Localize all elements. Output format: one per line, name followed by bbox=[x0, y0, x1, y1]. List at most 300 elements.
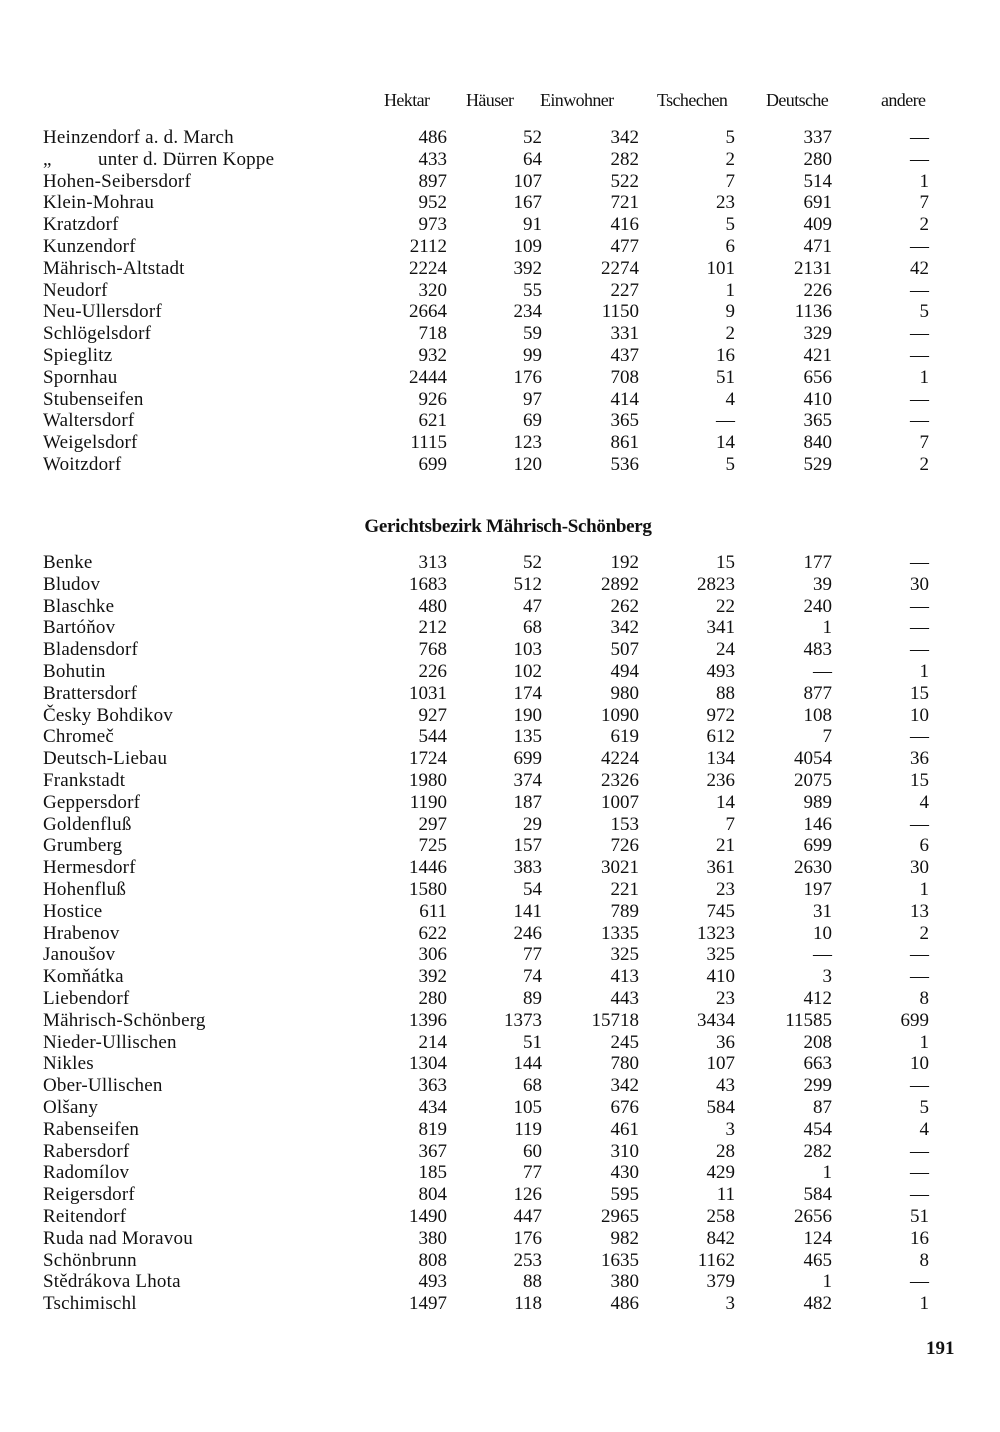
cell-tschechen: 15 bbox=[716, 552, 735, 573]
cell-haeuser: 253 bbox=[513, 1249, 542, 1271]
cell-deutsche: 226 bbox=[803, 279, 832, 301]
cell-andere: 8 bbox=[919, 1249, 929, 1271]
cell-haeuser: 447 bbox=[513, 1205, 542, 1227]
cell-einwohner: 486 bbox=[610, 1293, 639, 1315]
cell-tschechen: 3434 bbox=[697, 1009, 735, 1031]
cell-deutsche: 146 bbox=[803, 813, 832, 835]
table-row bbox=[43, 1206, 929, 1228]
cell-einwohner: 4224 bbox=[601, 748, 639, 770]
cell-deutsche: 1 bbox=[822, 1162, 832, 1184]
cell-andere: 15 bbox=[910, 682, 929, 704]
cell-haeuser: 60 bbox=[523, 1140, 542, 1162]
cell-einwohner: 861 bbox=[610, 432, 639, 454]
cell-einwohner: 342 bbox=[610, 1075, 639, 1097]
table-row bbox=[43, 726, 929, 748]
municipality-name: Rabenseifen bbox=[43, 1118, 140, 1140]
cell-tschechen: 2823 bbox=[697, 573, 735, 595]
municipality-name: Kratzdorf bbox=[43, 214, 119, 236]
municipality-name: Hohenfluß bbox=[43, 878, 127, 900]
cell-hektar: 622 bbox=[418, 922, 447, 944]
table-row bbox=[43, 258, 929, 280]
table-row bbox=[43, 127, 929, 149]
cell-haeuser: 141 bbox=[513, 900, 542, 922]
table-row bbox=[43, 770, 929, 792]
cell-deutsche: 465 bbox=[803, 1249, 832, 1271]
table-row bbox=[43, 410, 929, 432]
cell-andere: — bbox=[910, 388, 929, 410]
cell-deutsche: 11585 bbox=[785, 1009, 832, 1031]
cell-deutsche: 412 bbox=[803, 987, 832, 1009]
cell-einwohner: 192 bbox=[610, 552, 639, 573]
cell-hektar: 611 bbox=[419, 900, 447, 922]
section-title: Gerichtsbezirk Mährisch-Schönberg bbox=[364, 516, 652, 537]
cell-deutsche: 329 bbox=[803, 323, 832, 345]
cell-einwohner: 416 bbox=[610, 214, 639, 236]
cell-tschechen: 24 bbox=[716, 639, 735, 661]
cell-einwohner: 721 bbox=[610, 192, 639, 214]
cell-einwohner: 982 bbox=[610, 1227, 639, 1249]
table-row bbox=[43, 879, 929, 901]
cell-hektar: 212 bbox=[418, 617, 447, 639]
table-row bbox=[43, 944, 929, 966]
cell-andere: — bbox=[910, 279, 929, 301]
municipality-table-section1 bbox=[43, 127, 929, 476]
cell-andere: 51 bbox=[910, 1205, 929, 1227]
cell-andere: 10 bbox=[910, 704, 929, 726]
municipality-name: Brattersdorf bbox=[43, 682, 138, 704]
table-row bbox=[43, 389, 929, 411]
cell-andere: — bbox=[910, 1271, 929, 1293]
cell-andere: — bbox=[910, 235, 929, 257]
table-row bbox=[43, 596, 929, 618]
municipality-name: Hohen-Seibersdorf bbox=[43, 170, 191, 192]
cell-hektar: 185 bbox=[418, 1162, 447, 1184]
cell-einwohner: 282 bbox=[610, 148, 639, 170]
cell-deutsche: 877 bbox=[803, 682, 832, 704]
cell-haeuser: 107 bbox=[513, 170, 542, 192]
cell-haeuser: 89 bbox=[523, 987, 542, 1009]
municipality-name: Stědrákova Lhota bbox=[43, 1271, 181, 1293]
cell-tschechen: 14 bbox=[716, 791, 735, 813]
municipality-name: Chromeč bbox=[43, 726, 115, 748]
cell-tschechen: 1323 bbox=[697, 922, 735, 944]
table-row bbox=[43, 367, 929, 389]
cell-einwohner: 227 bbox=[610, 279, 639, 301]
cell-deutsche: 208 bbox=[803, 1031, 832, 1053]
table-row bbox=[43, 149, 929, 171]
cell-hektar: 434 bbox=[418, 1096, 447, 1118]
cell-haeuser: 699 bbox=[513, 748, 542, 770]
cell-andere: 10 bbox=[910, 1053, 929, 1075]
cell-tschechen: 429 bbox=[706, 1162, 735, 1184]
cell-haeuser: 99 bbox=[523, 344, 542, 366]
cell-haeuser: 77 bbox=[523, 1162, 542, 1184]
cell-tschechen: 4 bbox=[725, 388, 735, 410]
cell-hektar: 1724 bbox=[409, 748, 447, 770]
cell-deutsche: 87 bbox=[813, 1096, 832, 1118]
cell-andere: — bbox=[910, 552, 929, 573]
cell-einwohner: 507 bbox=[610, 639, 639, 661]
cell-andere: — bbox=[910, 639, 929, 661]
cell-einwohner: 443 bbox=[610, 987, 639, 1009]
cell-haeuser: 174 bbox=[513, 682, 542, 704]
cell-hektar: 226 bbox=[418, 660, 447, 682]
table-row bbox=[43, 323, 929, 345]
table-row bbox=[43, 705, 929, 727]
cell-einwohner: 2892 bbox=[601, 573, 639, 595]
cell-hektar: 544 bbox=[418, 726, 447, 748]
cell-hektar: 306 bbox=[418, 944, 447, 966]
cell-haeuser: 59 bbox=[523, 323, 542, 345]
cell-einwohner: 676 bbox=[610, 1096, 639, 1118]
cell-deutsche: 299 bbox=[803, 1075, 832, 1097]
table-row bbox=[43, 214, 929, 236]
cell-andere: — bbox=[910, 944, 929, 966]
cell-deutsche: 10 bbox=[813, 922, 832, 944]
table-row bbox=[43, 639, 929, 661]
municipality-name: Janoušov bbox=[43, 944, 116, 966]
municipality-name: Waltersdorf bbox=[43, 410, 135, 432]
cell-einwohner: 437 bbox=[610, 344, 639, 366]
cell-hektar: 725 bbox=[418, 835, 447, 857]
cell-hektar: 804 bbox=[418, 1184, 447, 1206]
table-row bbox=[43, 280, 929, 302]
cell-deutsche: 663 bbox=[803, 1053, 832, 1075]
municipality-name: Ruda nad Moravou bbox=[43, 1227, 193, 1249]
cell-tschechen: 2 bbox=[725, 148, 735, 170]
cell-andere: 30 bbox=[910, 857, 929, 879]
cell-einwohner: 726 bbox=[610, 835, 639, 857]
cell-haeuser: 54 bbox=[523, 878, 542, 900]
cell-deutsche: 989 bbox=[803, 791, 832, 813]
cell-haeuser: 77 bbox=[523, 944, 542, 966]
cell-tschechen: 410 bbox=[706, 966, 735, 988]
municipality-name: Tschimischl bbox=[43, 1293, 137, 1315]
municipality-name: Geppersdorf bbox=[43, 791, 141, 813]
cell-hektar: 1497 bbox=[409, 1293, 447, 1315]
cell-haeuser: 47 bbox=[523, 595, 542, 617]
table-row bbox=[43, 1053, 929, 1075]
cell-andere: 1 bbox=[919, 170, 929, 192]
municipality-name: Bladensdorf bbox=[43, 639, 139, 661]
cell-haeuser: 102 bbox=[513, 660, 542, 682]
cell-haeuser: 88 bbox=[523, 1271, 542, 1293]
cell-einwohner: 708 bbox=[610, 366, 639, 388]
cell-deutsche: 240 bbox=[803, 595, 832, 617]
cell-andere: 2 bbox=[919, 922, 929, 944]
cell-einwohner: 365 bbox=[610, 410, 639, 432]
cell-tschechen: 3 bbox=[725, 1293, 735, 1315]
cell-haeuser: 392 bbox=[513, 257, 542, 279]
table-row bbox=[43, 574, 929, 596]
cell-tschechen: 972 bbox=[706, 704, 735, 726]
cell-andere: — bbox=[910, 1162, 929, 1184]
cell-deutsche: 1136 bbox=[794, 301, 832, 323]
cell-haeuser: 69 bbox=[523, 410, 542, 432]
table-row bbox=[43, 432, 929, 454]
cell-deutsche: 124 bbox=[803, 1227, 832, 1249]
cell-hektar: 699 bbox=[418, 453, 447, 475]
cell-haeuser: 52 bbox=[523, 552, 542, 573]
cell-einwohner: 342 bbox=[610, 127, 639, 148]
cell-andere: 699 bbox=[900, 1009, 929, 1031]
cell-haeuser: 109 bbox=[513, 235, 542, 257]
cell-einwohner: 1007 bbox=[601, 791, 639, 813]
cell-tschechen: — bbox=[716, 410, 735, 432]
cell-haeuser: 126 bbox=[513, 1184, 542, 1206]
table-row bbox=[43, 1075, 929, 1097]
municipality-name: Spornhau bbox=[43, 366, 118, 388]
cell-hektar: 480 bbox=[418, 595, 447, 617]
cell-deutsche: 1 bbox=[822, 1271, 832, 1293]
cell-tschechen: 22 bbox=[716, 595, 735, 617]
cell-deutsche: 529 bbox=[803, 453, 832, 475]
cell-andere: 4 bbox=[919, 791, 929, 813]
cell-tschechen: 2 bbox=[725, 323, 735, 345]
cell-haeuser: 68 bbox=[523, 617, 542, 639]
cell-einwohner: 1090 bbox=[601, 704, 639, 726]
cell-hektar: 1446 bbox=[409, 857, 447, 879]
cell-haeuser: 1373 bbox=[504, 1009, 542, 1031]
cell-einwohner: 2326 bbox=[601, 769, 639, 791]
cell-andere: — bbox=[910, 1075, 929, 1097]
cell-hektar: 1190 bbox=[409, 791, 447, 813]
cell-deutsche: 2656 bbox=[794, 1205, 832, 1227]
cell-tschechen: 6 bbox=[725, 235, 735, 257]
cell-andere: 13 bbox=[910, 900, 929, 922]
cell-hektar: 1980 bbox=[409, 769, 447, 791]
cell-hektar: 2224 bbox=[409, 257, 447, 279]
table-row bbox=[43, 1010, 929, 1032]
table-row bbox=[43, 835, 929, 857]
cell-deutsche: 421 bbox=[803, 344, 832, 366]
cell-tschechen: 36 bbox=[716, 1031, 735, 1053]
cell-hektar: 1580 bbox=[409, 878, 447, 900]
column-header-tschechen: Tschechen bbox=[657, 90, 728, 110]
cell-andere: — bbox=[910, 813, 929, 835]
cell-deutsche: 482 bbox=[803, 1293, 832, 1315]
cell-deutsche: 409 bbox=[803, 214, 832, 236]
table-row bbox=[43, 923, 929, 945]
table-row bbox=[43, 1119, 929, 1141]
municipality-name: Kunzendorf bbox=[43, 235, 136, 257]
cell-andere: — bbox=[910, 410, 929, 432]
cell-hektar: 320 bbox=[418, 279, 447, 301]
cell-hektar: 380 bbox=[418, 1227, 447, 1249]
cell-haeuser: 91 bbox=[523, 214, 542, 236]
cell-einwohner: 325 bbox=[610, 944, 639, 966]
cell-tschechen: 23 bbox=[716, 192, 735, 214]
cell-andere: 4 bbox=[919, 1118, 929, 1140]
cell-einwohner: 980 bbox=[610, 682, 639, 704]
ditto-mark: „ bbox=[43, 148, 52, 170]
cell-andere: 30 bbox=[910, 573, 929, 595]
municipality-name: Weigelsdorf bbox=[43, 432, 138, 454]
cell-deutsche: 840 bbox=[803, 432, 832, 454]
cell-deutsche: 7 bbox=[822, 726, 832, 748]
cell-hektar: 932 bbox=[418, 344, 447, 366]
cell-hektar: 897 bbox=[418, 170, 447, 192]
cell-hektar: 927 bbox=[418, 704, 447, 726]
cell-andere: — bbox=[910, 1184, 929, 1206]
column-header-hektar: Hektar bbox=[384, 90, 430, 110]
cell-tschechen: 5 bbox=[725, 453, 735, 475]
table-row bbox=[43, 1032, 929, 1054]
municipality-name: Hermesdorf bbox=[43, 857, 136, 879]
cell-tschechen: 9 bbox=[725, 301, 735, 323]
municipality-name: Heinzendorf a. d. March bbox=[43, 127, 234, 148]
table-row bbox=[43, 617, 929, 639]
cell-haeuser: 144 bbox=[513, 1053, 542, 1075]
cell-deutsche: 280 bbox=[803, 148, 832, 170]
cell-deutsche: 365 bbox=[803, 410, 832, 432]
cell-tschechen: 88 bbox=[716, 682, 735, 704]
municipality-name: Goldenfluß bbox=[43, 813, 132, 835]
municipality-name: Woitzdorf bbox=[43, 453, 122, 475]
table-row bbox=[43, 792, 929, 814]
cell-tschechen: 7 bbox=[725, 170, 735, 192]
cell-andere: 7 bbox=[919, 192, 929, 214]
cell-hektar: 214 bbox=[418, 1031, 447, 1053]
cell-hektar: 973 bbox=[418, 214, 447, 236]
table-row bbox=[43, 857, 929, 879]
cell-hektar: 768 bbox=[418, 639, 447, 661]
cell-tschechen: 51 bbox=[716, 366, 735, 388]
cell-tschechen: 493 bbox=[706, 660, 735, 682]
cell-einwohner: 430 bbox=[610, 1162, 639, 1184]
cell-einwohner: 262 bbox=[610, 595, 639, 617]
cell-andere: 2 bbox=[919, 214, 929, 236]
cell-andere: 16 bbox=[910, 1227, 929, 1249]
municipality-name-text: unter d. Dürren Koppe bbox=[98, 148, 275, 170]
cell-einwohner: 342 bbox=[610, 617, 639, 639]
table-row bbox=[43, 1141, 929, 1163]
cell-haeuser: 51 bbox=[523, 1031, 542, 1053]
municipality-name: Komňátka bbox=[43, 966, 124, 988]
cell-tschechen: 107 bbox=[706, 1053, 735, 1075]
cell-haeuser: 187 bbox=[513, 791, 542, 813]
municipality-name: Hostice bbox=[43, 900, 103, 922]
cell-tschechen: 7 bbox=[725, 813, 735, 835]
cell-hektar: 493 bbox=[418, 1271, 447, 1293]
table-row bbox=[43, 1097, 929, 1119]
cell-hektar: 1396 bbox=[409, 1009, 447, 1031]
cell-tschechen: 11 bbox=[716, 1184, 735, 1206]
municipality-name: Olšany bbox=[43, 1096, 99, 1118]
cell-einwohner: 2965 bbox=[601, 1205, 639, 1227]
cell-haeuser: 176 bbox=[513, 1227, 542, 1249]
cell-andere: 1 bbox=[919, 878, 929, 900]
table-row bbox=[43, 301, 929, 323]
cell-tschechen: 23 bbox=[716, 987, 735, 1009]
cell-andere: 7 bbox=[919, 432, 929, 454]
municipality-name: Bartóňov bbox=[43, 617, 116, 639]
cell-tschechen: 16 bbox=[716, 344, 735, 366]
cell-andere: 1 bbox=[919, 366, 929, 388]
cell-haeuser: 119 bbox=[514, 1118, 542, 1140]
cell-hektar: 297 bbox=[418, 813, 447, 835]
table-row bbox=[43, 171, 929, 193]
cell-einwohner: 619 bbox=[610, 726, 639, 748]
cell-hektar: 926 bbox=[418, 388, 447, 410]
cell-hektar: 819 bbox=[418, 1118, 447, 1140]
municipality-name: Grumberg bbox=[43, 835, 123, 857]
cell-deutsche: 4054 bbox=[794, 748, 832, 770]
table-row bbox=[43, 1271, 929, 1293]
cell-deutsche: 177 bbox=[803, 552, 832, 573]
cell-tschechen: 28 bbox=[716, 1140, 735, 1162]
cell-hektar: 433 bbox=[418, 148, 447, 170]
cell-haeuser: 103 bbox=[513, 639, 542, 661]
cell-deutsche: 1 bbox=[822, 617, 832, 639]
municipality-name: Reigersdorf bbox=[43, 1184, 135, 1206]
cell-deutsche: 584 bbox=[803, 1184, 832, 1206]
municipality-name: Mährisch-Schönberg bbox=[43, 1009, 206, 1031]
page-number: 191 bbox=[926, 1338, 955, 1359]
municipality-name: Radomílov bbox=[43, 1162, 130, 1184]
cell-tschechen: 584 bbox=[706, 1096, 735, 1118]
cell-andere: 5 bbox=[919, 1096, 929, 1118]
column-header-deutsche: Deutsche bbox=[766, 90, 829, 110]
column-header-andere: andere bbox=[881, 90, 926, 110]
cell-tschechen: 612 bbox=[706, 726, 735, 748]
cell-einwohner: 380 bbox=[610, 1271, 639, 1293]
table-row bbox=[43, 454, 929, 476]
cell-haeuser: 176 bbox=[513, 366, 542, 388]
cell-hektar: 392 bbox=[418, 966, 447, 988]
cell-einwohner: 310 bbox=[610, 1140, 639, 1162]
cell-einwohner: 461 bbox=[610, 1118, 639, 1140]
municipality-name: Klein-Mohrau bbox=[43, 192, 155, 214]
cell-andere: — bbox=[910, 595, 929, 617]
cell-einwohner: 153 bbox=[610, 813, 639, 835]
cell-deutsche: 39 bbox=[813, 573, 832, 595]
cell-haeuser: 383 bbox=[513, 857, 542, 879]
cell-hektar: 1031 bbox=[409, 682, 447, 704]
table-row bbox=[43, 345, 929, 367]
cell-tschechen: 236 bbox=[706, 769, 735, 791]
column-header-einwohner: Einwohner bbox=[540, 90, 614, 110]
cell-andere: — bbox=[910, 617, 929, 639]
cell-einwohner: 414 bbox=[610, 388, 639, 410]
municipality-name: Nikles bbox=[43, 1053, 94, 1075]
cell-tschechen: 3 bbox=[725, 1118, 735, 1140]
table-row bbox=[43, 1293, 929, 1315]
cell-einwohner: 595 bbox=[610, 1184, 639, 1206]
cell-andere: — bbox=[910, 726, 929, 748]
cell-einwohner: 1150 bbox=[601, 301, 639, 323]
cell-tschechen: 134 bbox=[706, 748, 735, 770]
cell-tschechen: 745 bbox=[706, 900, 735, 922]
municipality-name: Neu-Ullersdorf bbox=[43, 301, 162, 323]
cell-haeuser: 246 bbox=[513, 922, 542, 944]
table-row bbox=[43, 966, 929, 988]
cell-einwohner: 3021 bbox=[601, 857, 639, 879]
cell-haeuser: 55 bbox=[523, 279, 542, 301]
cell-deutsche: 691 bbox=[803, 192, 832, 214]
municipality-name: Schlögelsdorf bbox=[43, 323, 152, 345]
cell-tschechen: 325 bbox=[706, 944, 735, 966]
municipality-name: Nieder-Ullischen bbox=[43, 1031, 177, 1053]
cell-einwohner: 331 bbox=[610, 323, 639, 345]
municipality-name: Reitendorf bbox=[43, 1205, 127, 1227]
cell-deutsche: 656 bbox=[803, 366, 832, 388]
cell-haeuser: 64 bbox=[523, 148, 542, 170]
cell-deutsche: 337 bbox=[803, 127, 832, 148]
cell-deutsche: 410 bbox=[803, 388, 832, 410]
cell-einwohner: 2274 bbox=[601, 257, 639, 279]
cell-haeuser: 74 bbox=[523, 966, 542, 988]
